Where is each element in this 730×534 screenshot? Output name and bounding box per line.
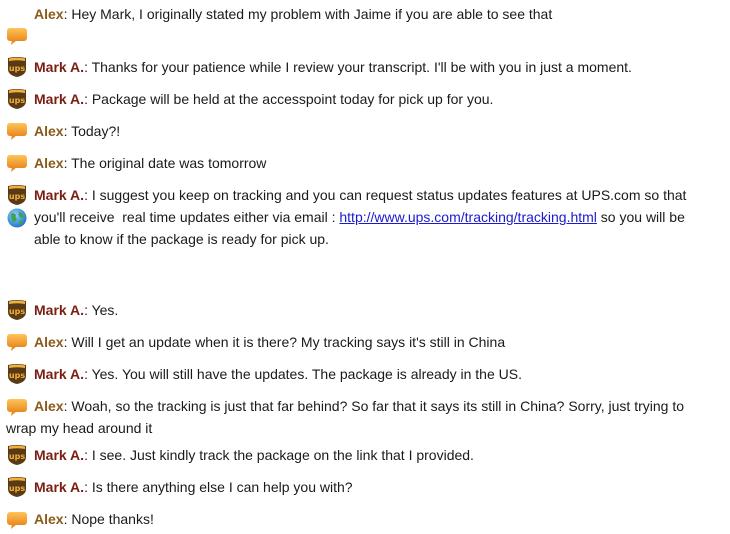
sender-name: Mark A. (34, 479, 85, 495)
message-text: Yes. (91, 302, 119, 318)
message-text-line: I suggest you keep on tracking and you can request status updates features at UPS.com so that (91, 187, 687, 203)
speech-bubble-icon (6, 396, 28, 418)
message-text: Is there anything else I can help you with? (91, 479, 353, 495)
svg-text:ups: ups (8, 452, 26, 461)
speech-bubble-icon (6, 120, 28, 142)
message-text: Hey Mark, I originally stated my problem with Jaime if you are able to see that (71, 6, 553, 22)
sender-name: Mark A. (34, 447, 85, 463)
message-text-line: Woah, so the tracking is just that far behind? So far that it says its still in China? Sorry, just trying to (71, 398, 685, 414)
message-text-line: wrap my head around it (6, 420, 153, 436)
sender-name: Mark A. (34, 366, 85, 382)
svg-text:ups: ups (8, 484, 26, 493)
ups-logo-icon (6, 444, 28, 466)
message-text-line: so you will be (596, 209, 685, 225)
message-text: The original date was tomorrow (71, 155, 267, 171)
message-text: Today?! (71, 123, 121, 139)
ups-logo-icon (6, 56, 28, 78)
sender-name: Alex (34, 155, 64, 171)
sender-name: Alex (34, 123, 64, 139)
message-text: Will I get an update when it is there? My tracking says it's still in China (71, 334, 506, 350)
svg-text:ups: ups (8, 64, 26, 73)
message-text: Thanks for your patience while I review your transcript. I'll be with you in just a moment. (91, 59, 632, 75)
message-text: I see. Just kindly track the package on the link that I provided. (91, 447, 474, 463)
svg-text:ups: ups (8, 307, 26, 316)
message-text: Nope thanks! (71, 511, 154, 527)
speech-bubble-icon (6, 152, 28, 174)
globe-icon (6, 207, 28, 229)
ups-logo-icon (6, 363, 28, 385)
ups-logo-icon (6, 299, 28, 321)
sender-name: Mark A. (34, 187, 85, 203)
message-text: Package will be held at the accesspoint today for pick up for you. (91, 91, 494, 107)
sender-name: Mark A. (34, 302, 85, 318)
sender-name: Alex (34, 398, 64, 414)
speech-bubble-icon (6, 25, 28, 47)
message-text-line: able to know if the package is ready for pick up. (34, 231, 329, 247)
svg-text:ups: ups (8, 192, 26, 201)
ups-logo-icon (6, 184, 28, 206)
message-text: Yes. You will still have the updates. The package is already in the US. (91, 366, 522, 382)
sender-name: Alex (34, 6, 64, 22)
sender-name: Alex (34, 334, 64, 350)
speech-bubble-icon (6, 331, 28, 353)
svg-text:ups: ups (8, 96, 26, 105)
ups-logo-icon (6, 476, 28, 498)
svg-text:ups: ups (8, 371, 26, 380)
ups-logo-icon (6, 88, 28, 110)
message-text-line: you'll receive real time updates either via email : (34, 209, 340, 225)
sender-name: Mark A. (34, 91, 85, 107)
tracking-link[interactable]: http://www.ups.com/tracking/tracking.html (339, 209, 597, 225)
sender-name: Alex (34, 511, 64, 527)
speech-bubble-icon (6, 509, 28, 531)
sender-name: Mark A. (34, 59, 85, 75)
